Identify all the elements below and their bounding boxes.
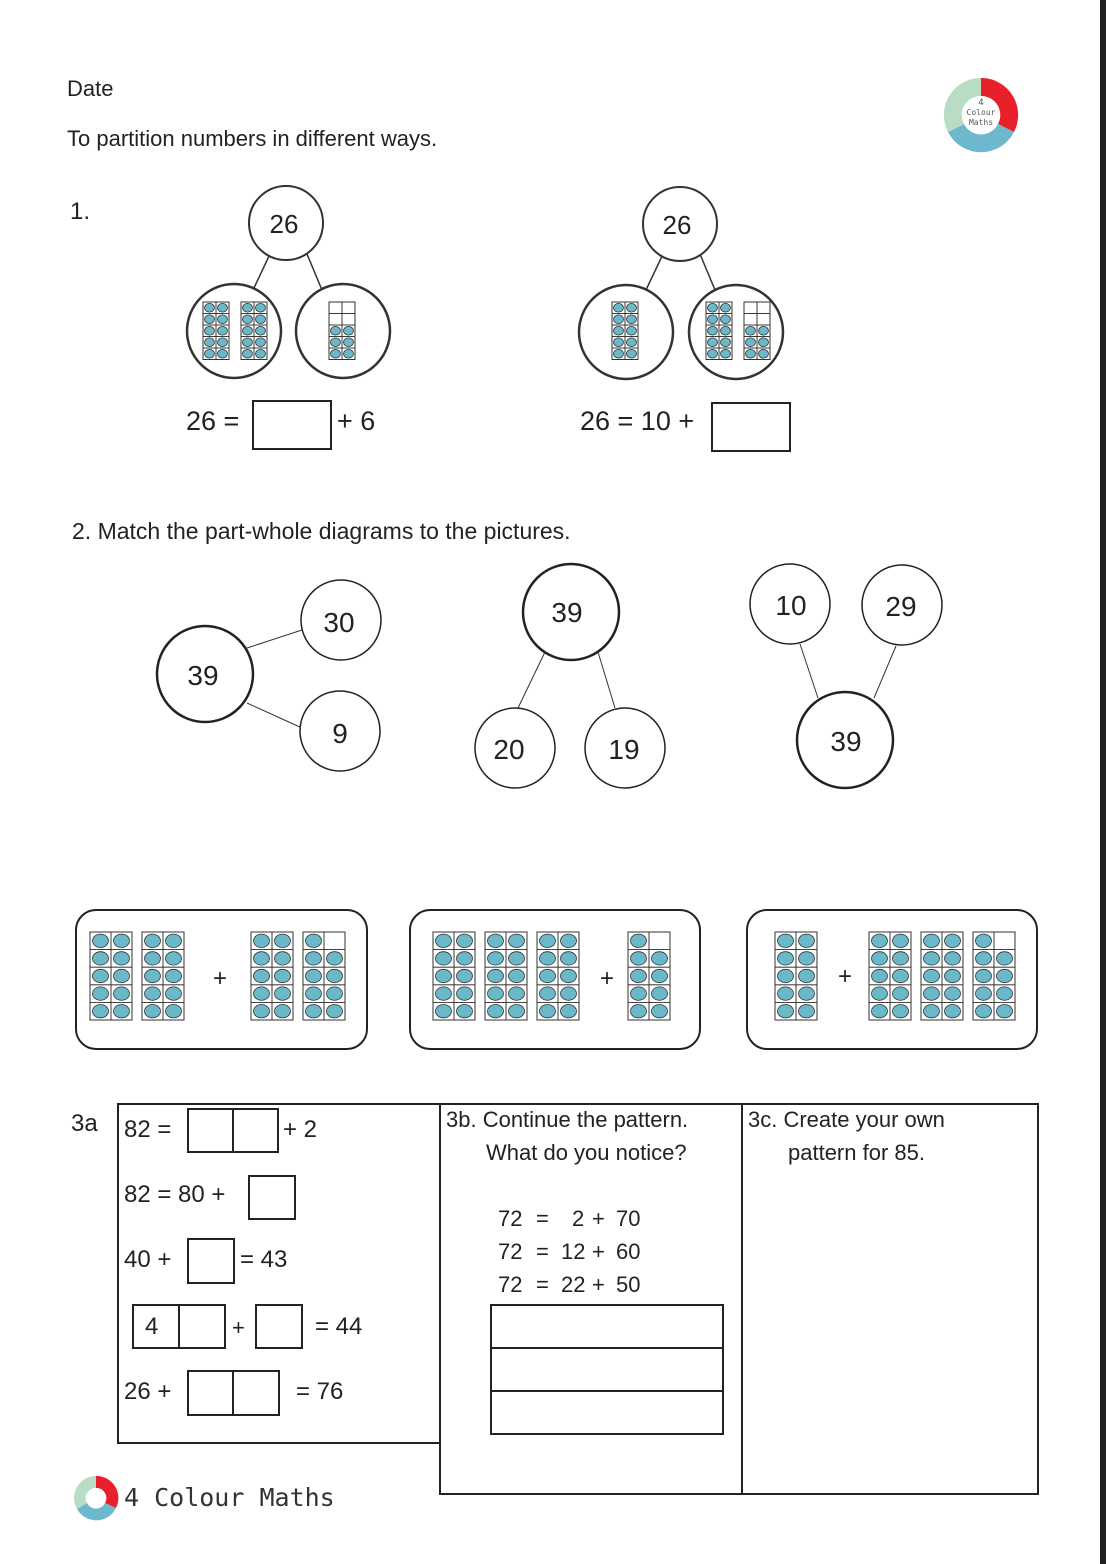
q3a-line2-box[interactable] [248, 1175, 296, 1220]
counter [976, 934, 992, 947]
ones-frame [329, 302, 355, 360]
counter [778, 987, 794, 1000]
q3b-row-eq: = [536, 1272, 549, 1297]
date-label: Date [67, 76, 114, 101]
counter [218, 315, 228, 324]
q2-d3-part-2: 29 [885, 591, 917, 622]
counter [614, 349, 624, 358]
counter [243, 303, 253, 312]
counter [306, 952, 322, 965]
counter [759, 349, 769, 358]
q3a-line2-left: 82 = 80 + [124, 1181, 226, 1208]
question-3a-label: 3a [71, 1110, 98, 1137]
ten-frame [485, 932, 527, 1020]
counter [344, 326, 354, 335]
ten-frame [142, 932, 184, 1020]
ten-frame [433, 932, 475, 1020]
q3b-answer-row-1[interactable] [490, 1304, 724, 1349]
counter [145, 952, 161, 965]
q3b-title-line1: 3b. Continue the pattern. [446, 1107, 689, 1132]
learning-objective: To partition numbers in different ways. [67, 126, 438, 151]
counter [631, 934, 647, 947]
counter [746, 326, 756, 335]
q3a-line3-left: 40 + [124, 1246, 172, 1273]
counter [114, 934, 130, 947]
q1a-whole-value: 26 [269, 209, 299, 239]
ten-frame [241, 302, 267, 360]
q3b-row-b: 60 [616, 1239, 641, 1264]
counter [945, 969, 961, 982]
counter [708, 315, 718, 324]
q1b-answer-box[interactable] [711, 402, 791, 452]
counter [799, 952, 815, 965]
counter [256, 349, 266, 358]
counter [778, 952, 794, 965]
q1a-equation-left: 26 = [186, 406, 240, 436]
counter [627, 349, 637, 358]
q2-d3-part-1: 10 [775, 590, 807, 621]
q3b-row-a: 12 [561, 1239, 586, 1264]
counter [275, 969, 291, 982]
counter [254, 987, 270, 1000]
q3b-row-b: 50 [616, 1272, 641, 1297]
counter [945, 952, 961, 965]
counter [509, 987, 525, 1000]
counter [976, 952, 992, 965]
counter [924, 1005, 940, 1018]
counter [561, 987, 577, 1000]
counter [872, 987, 888, 1000]
counter [759, 338, 769, 347]
q3b-row-plus: + [592, 1239, 605, 1264]
counter [778, 1005, 794, 1018]
counter [509, 952, 525, 965]
counter [457, 1005, 473, 1018]
counter [976, 987, 992, 1000]
counter [631, 969, 647, 982]
counter [488, 1005, 504, 1018]
counter [540, 969, 556, 982]
counter [327, 952, 343, 965]
q3a-line1-ones-box[interactable] [232, 1108, 279, 1153]
q3b-answer-row-3[interactable] [490, 1390, 724, 1435]
counter [205, 303, 215, 312]
counter [256, 315, 266, 324]
counter [436, 969, 452, 982]
q3a-line5-right: = 76 [296, 1378, 344, 1405]
counter [509, 1005, 525, 1018]
counter [306, 1005, 322, 1018]
counter [893, 1005, 909, 1018]
ten-frame [537, 932, 579, 1020]
q3b-row-plus: + [592, 1206, 605, 1231]
counter [457, 987, 473, 1000]
counter [509, 934, 525, 947]
counter [778, 969, 794, 982]
footer-logo-text: 4 Colour Maths [124, 1483, 335, 1512]
ten-frame [921, 932, 963, 1020]
ten-frame [251, 932, 293, 1020]
counter [218, 326, 228, 335]
counter [145, 934, 161, 947]
counter [799, 1005, 815, 1018]
counter [924, 987, 940, 1000]
counter [436, 1005, 452, 1018]
q3b-answer-row-2[interactable] [490, 1347, 724, 1392]
counter [331, 326, 341, 335]
q3b-row-total: 72 [498, 1239, 523, 1264]
counter [561, 1005, 577, 1018]
q3a-line5-left: 26 + [124, 1378, 172, 1405]
ten-frame [612, 302, 638, 360]
counter [893, 987, 909, 1000]
q1a-equation-right: + 6 [337, 406, 376, 436]
counter [872, 1005, 888, 1018]
counter [976, 969, 992, 982]
counter [166, 934, 182, 947]
counter [93, 1005, 109, 1018]
question-1-number: 1. [70, 198, 91, 225]
counter [205, 326, 215, 335]
counter [166, 952, 182, 965]
q3c-title-line2: pattern for 85. [788, 1140, 925, 1165]
counter [306, 969, 322, 982]
counter [254, 952, 270, 965]
picture-1-plus: + [212, 965, 228, 992]
counter [488, 969, 504, 982]
counter [997, 1005, 1013, 1018]
q1b-equation-left: 26 = 10 + [580, 406, 695, 436]
q2-pictures [0, 900, 1106, 1060]
counter [457, 969, 473, 982]
counter [93, 934, 109, 947]
q2-d2-part-2: 19 [608, 734, 640, 765]
counter [945, 934, 961, 947]
counter [166, 969, 182, 982]
q1-diagrams [0, 0, 1106, 470]
counter [721, 326, 731, 335]
counter [205, 338, 215, 347]
q3a-line1-right: + 2 [283, 1116, 318, 1143]
q2-part-whole-diagrams [0, 540, 1106, 800]
counter [254, 1005, 270, 1018]
q3b-row-total: 72 [498, 1206, 523, 1231]
counter [652, 952, 668, 965]
counter [256, 303, 266, 312]
counter [799, 969, 815, 982]
q3a-line4-plus: + [232, 1315, 245, 1340]
counter [327, 1005, 343, 1018]
counter [627, 303, 637, 312]
counter [746, 338, 756, 347]
counter [243, 326, 253, 335]
counter [205, 349, 215, 358]
counter [652, 1005, 668, 1018]
counter [540, 1005, 556, 1018]
counter [166, 1005, 182, 1018]
counter [631, 1005, 647, 1018]
counter [799, 934, 815, 947]
counter [256, 326, 266, 335]
ten-frame [775, 932, 817, 1020]
q3b-row-b: 70 [616, 1206, 641, 1231]
counter [145, 969, 161, 982]
q3a-line3-right: = 43 [240, 1246, 288, 1273]
ones-frame [744, 302, 770, 360]
q3c-title-line1: 3c. Create your own [748, 1107, 945, 1132]
ten-frame [869, 932, 911, 1020]
counter [275, 1005, 291, 1018]
counter [331, 349, 341, 358]
counter [327, 969, 343, 982]
counter [997, 952, 1013, 965]
q3b-row-total: 72 [498, 1272, 523, 1297]
counter [561, 952, 577, 965]
counter [488, 934, 504, 947]
counter [924, 952, 940, 965]
counter [872, 934, 888, 947]
q3b-row-plus: + [592, 1272, 605, 1297]
counter [306, 987, 322, 1000]
counter [561, 969, 577, 982]
counter [243, 338, 253, 347]
counter [631, 987, 647, 1000]
counter [924, 969, 940, 982]
counter [721, 303, 731, 312]
counter [561, 934, 577, 947]
ones-frame [303, 932, 345, 1020]
q3b-row-eq: = [536, 1206, 549, 1231]
question-2-instruction: 2. Match the part-whole diagrams to the pictures. [72, 518, 571, 544]
counter [721, 338, 731, 347]
ten-frame [706, 302, 732, 360]
counter [627, 326, 637, 335]
counter [205, 315, 215, 324]
svg-text:Maths: Maths [968, 118, 994, 127]
counter [721, 315, 731, 324]
counter [114, 952, 130, 965]
counter [614, 326, 624, 335]
q2-d2-part-1: 20 [493, 734, 525, 765]
counter [924, 934, 940, 947]
counter [243, 315, 253, 324]
counter [145, 1005, 161, 1018]
counter [457, 952, 473, 965]
counter [306, 934, 322, 947]
counter [256, 338, 266, 347]
counter [997, 969, 1013, 982]
counter [652, 987, 668, 1000]
counter [627, 338, 637, 347]
q3a-line1-tens-box[interactable] [187, 1108, 234, 1153]
counter [436, 987, 452, 1000]
q2-d2-whole: 39 [551, 597, 583, 628]
counter [614, 315, 624, 324]
counter [243, 349, 253, 358]
q3b-title-line2: What do you notice? [486, 1140, 687, 1165]
counter [145, 987, 161, 1000]
q3a-line4-prefilled: 4 [145, 1313, 159, 1340]
counter [614, 303, 624, 312]
counter [218, 303, 228, 312]
q3a-line5-tens-box[interactable] [187, 1370, 234, 1416]
counter [436, 952, 452, 965]
counter [759, 326, 769, 335]
counter [275, 987, 291, 1000]
counter [114, 987, 130, 1000]
counter [893, 934, 909, 947]
counter [631, 952, 647, 965]
q3a-line4-box[interactable] [255, 1304, 303, 1349]
q3a-line4-ones-box[interactable] [178, 1304, 226, 1349]
counter [540, 934, 556, 947]
counter [93, 952, 109, 965]
counter [218, 349, 228, 358]
counter [488, 952, 504, 965]
counter [436, 934, 452, 947]
counter [114, 1005, 130, 1018]
picture-3-plus: + [837, 963, 853, 990]
counter [218, 338, 228, 347]
q3a-line4-right: = 44 [315, 1313, 363, 1340]
counter [945, 987, 961, 1000]
q3b-row-a: 2 [572, 1206, 585, 1231]
counter [344, 349, 354, 358]
picture-3-counters [775, 932, 1015, 1020]
svg-text:Colour: Colour [966, 108, 996, 117]
picture-2-counters [433, 932, 670, 1020]
counter [652, 969, 668, 982]
counter [708, 326, 718, 335]
ten-frame [203, 302, 229, 360]
counter [627, 315, 637, 324]
counter [721, 349, 731, 358]
q1a-answer-box[interactable] [252, 400, 332, 450]
counter [457, 934, 473, 947]
counter [708, 303, 718, 312]
counter [708, 338, 718, 347]
counter [746, 349, 756, 358]
counter [488, 987, 504, 1000]
counter [778, 934, 794, 947]
ten-frame [90, 932, 132, 1020]
q2-d1-part-2: 9 [332, 718, 348, 749]
q2-d1-whole: 39 [187, 660, 219, 691]
q2-d3-whole: 39 [830, 726, 862, 757]
ones-frame [973, 932, 1015, 1020]
counter [254, 934, 270, 947]
counter [166, 987, 182, 1000]
q1b-whole-value: 26 [662, 210, 692, 240]
counter [976, 1005, 992, 1018]
counter [540, 952, 556, 965]
q3b-row-eq: = [536, 1239, 549, 1264]
counter [93, 987, 109, 1000]
q3a-line1-left: 82 = [124, 1116, 172, 1143]
footer-logo-icon [72, 1474, 120, 1522]
counter [799, 987, 815, 1000]
ones-frame [628, 932, 670, 1020]
q2-d1-part-1: 30 [323, 607, 355, 638]
q3a-line3-box[interactable] [187, 1238, 235, 1284]
counter [275, 952, 291, 965]
counter [614, 338, 624, 347]
counter [114, 969, 130, 982]
counter [893, 952, 909, 965]
svg-text:4: 4 [978, 98, 984, 108]
counter [331, 338, 341, 347]
counter [893, 969, 909, 982]
counter [327, 987, 343, 1000]
q3b-row-a: 22 [561, 1272, 586, 1297]
counter [93, 969, 109, 982]
counter [945, 1005, 961, 1018]
counter [509, 969, 525, 982]
counter [997, 987, 1013, 1000]
q3a-line5-ones-box[interactable] [232, 1370, 280, 1416]
counter [254, 969, 270, 982]
counter [540, 987, 556, 1000]
picture-2-plus: + [599, 965, 615, 992]
counter [872, 969, 888, 982]
counter [344, 338, 354, 347]
counter [275, 934, 291, 947]
counter [872, 952, 888, 965]
counter [708, 349, 718, 358]
